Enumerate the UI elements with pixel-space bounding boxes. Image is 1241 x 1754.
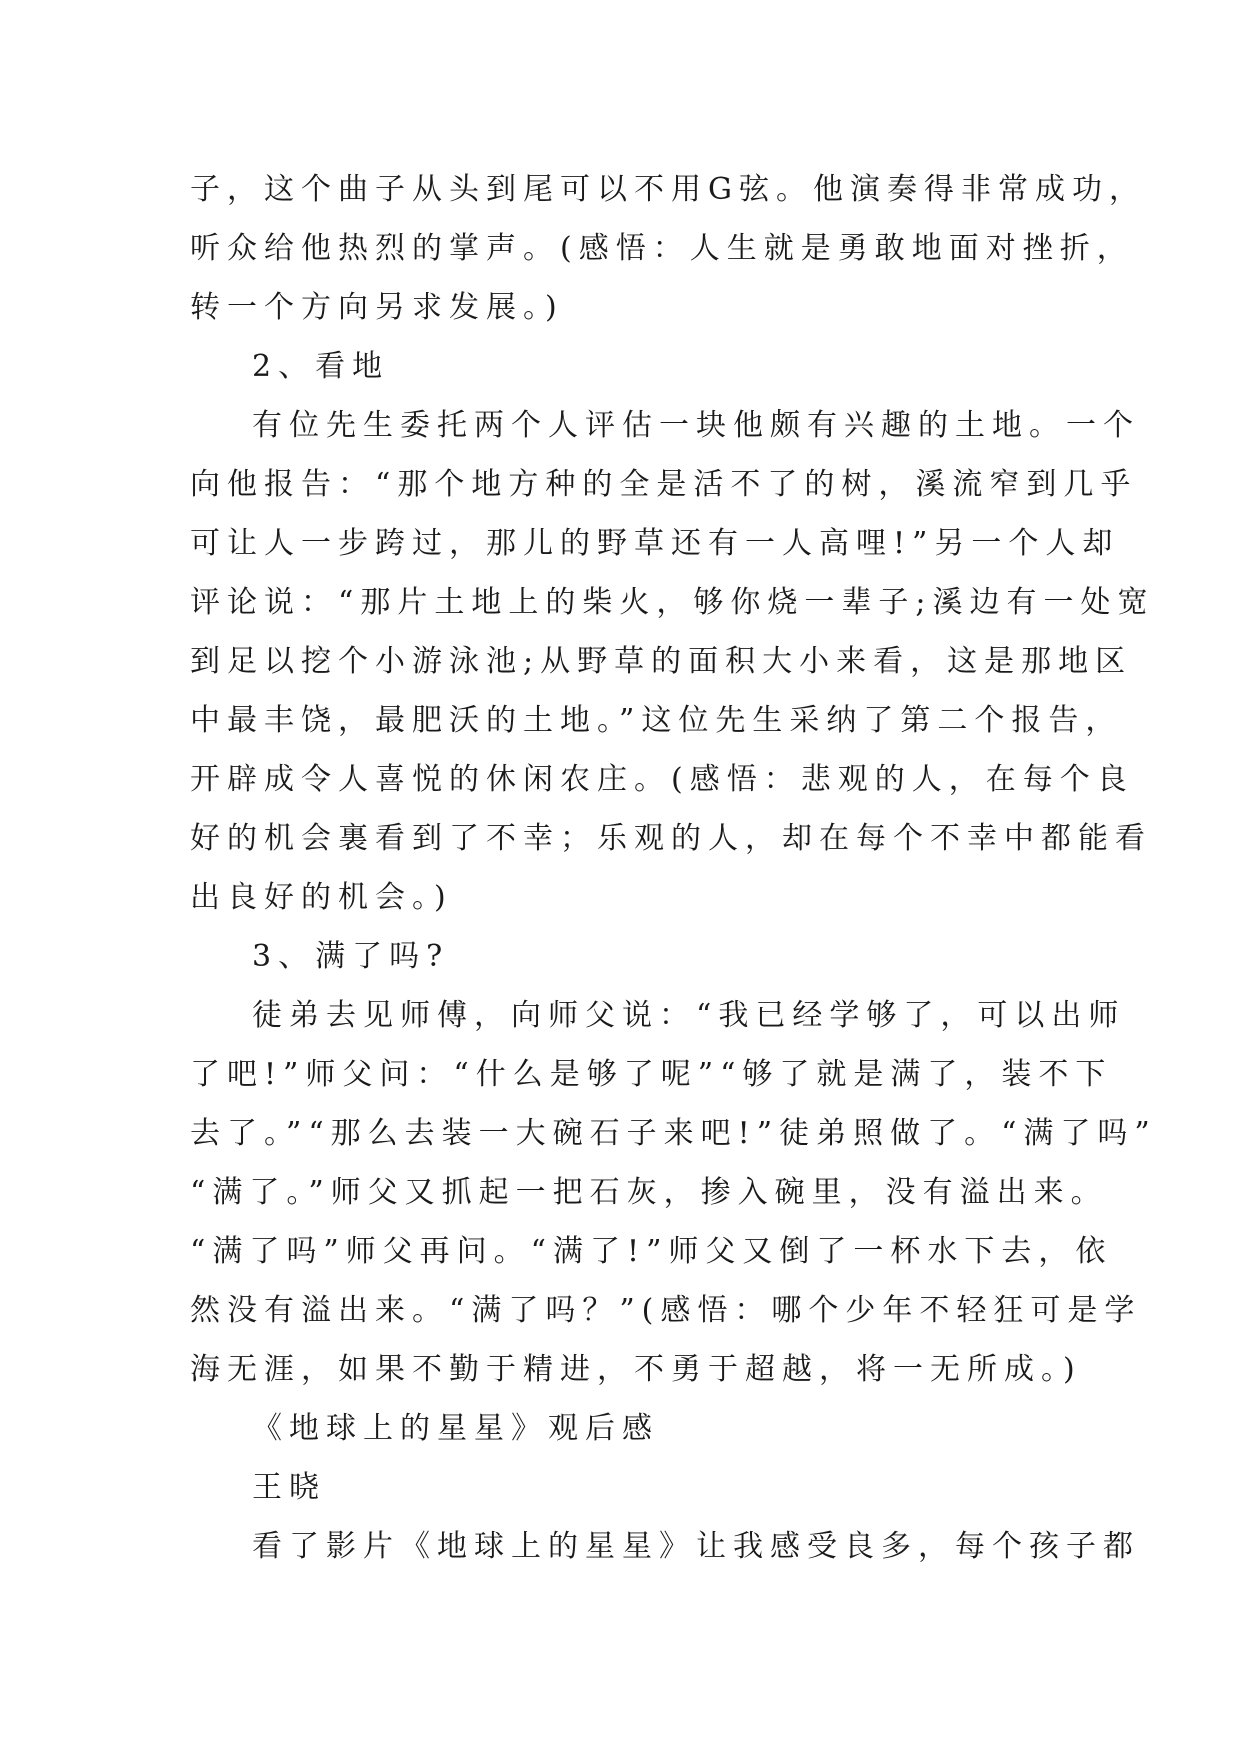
text-line: “满了。”师父又抓起一把石灰，掺入碗里，没有溢出来。 bbox=[190, 1175, 1108, 1210]
author-name: 王晓 bbox=[252, 1470, 326, 1505]
text-line: 然没有溢出来。“满了吗？”(感悟：哪个少年不轻狂可是学 bbox=[190, 1293, 1142, 1328]
text-line: 中最丰饶，最肥沃的土地。”这位先生采纳了第二个报告， bbox=[190, 703, 1123, 738]
text-line: 到足以挖个小游泳池;从野草的面积大小来看，这是那地区 bbox=[190, 644, 1133, 679]
text-line: 出良好的机会。) bbox=[190, 880, 453, 915]
text-line: 评论说：“那片土地上的柴火，够你烧一辈子;溪边有一处宽 bbox=[190, 585, 1155, 620]
text-line: 可让人一步跨过，那儿的野草还有一人高哩!”另一个人却 bbox=[190, 526, 1120, 561]
text-line: 听众给他热烈的掌声。(感悟：人生就是勇敢地面对挫折， bbox=[190, 231, 1134, 266]
text-line: 了吧!”师父问：“什么是够了呢”“够了就是满了，装不下 bbox=[190, 1057, 1113, 1092]
text-line: 看了影片《地球上的星星》让我感受良多，每个孩子都 bbox=[252, 1529, 1140, 1564]
text-line: 徒弟去见师傅，向师父说：“我已经学够了，可以出师 bbox=[252, 998, 1126, 1033]
text-line: 去了。”“那么去装一大碗石子来吧!”徒弟照做了。“满了吗” bbox=[190, 1116, 1157, 1151]
text-line: 转一个方向另求发展。) bbox=[190, 290, 564, 325]
text-line: 子，这个曲子从头到尾可以不用G弦。他演奏得非常成功， bbox=[190, 172, 1146, 207]
text-line: “满了吗”师父再问。“满了!”师父又倒了一杯水下去，依 bbox=[190, 1234, 1113, 1269]
text-line: 向他报告：“那个地方种的全是活不了的树，溪流窄到几乎 bbox=[190, 467, 1138, 502]
section-heading: 2、看地 bbox=[252, 349, 390, 384]
text-line: 有位先生委托两个人评估一块他颇有兴趣的土地。一个 bbox=[252, 408, 1140, 443]
section-heading: 3、满了吗? bbox=[252, 939, 450, 974]
text-line: 海无涯，如果不勤于精进，不勇于超越，将一无所成。) bbox=[190, 1352, 1082, 1387]
text-line: 好的机会裏看到了不幸；乐观的人，却在每个不幸中都能看 bbox=[190, 821, 1152, 856]
text-line: 开辟成令人喜悦的休闲农庄。(感悟：悲观的人，在每个良 bbox=[190, 762, 1134, 797]
article-title: 《地球上的星星》观后感 bbox=[252, 1411, 659, 1446]
document-page bbox=[190, 160, 1157, 1576]
